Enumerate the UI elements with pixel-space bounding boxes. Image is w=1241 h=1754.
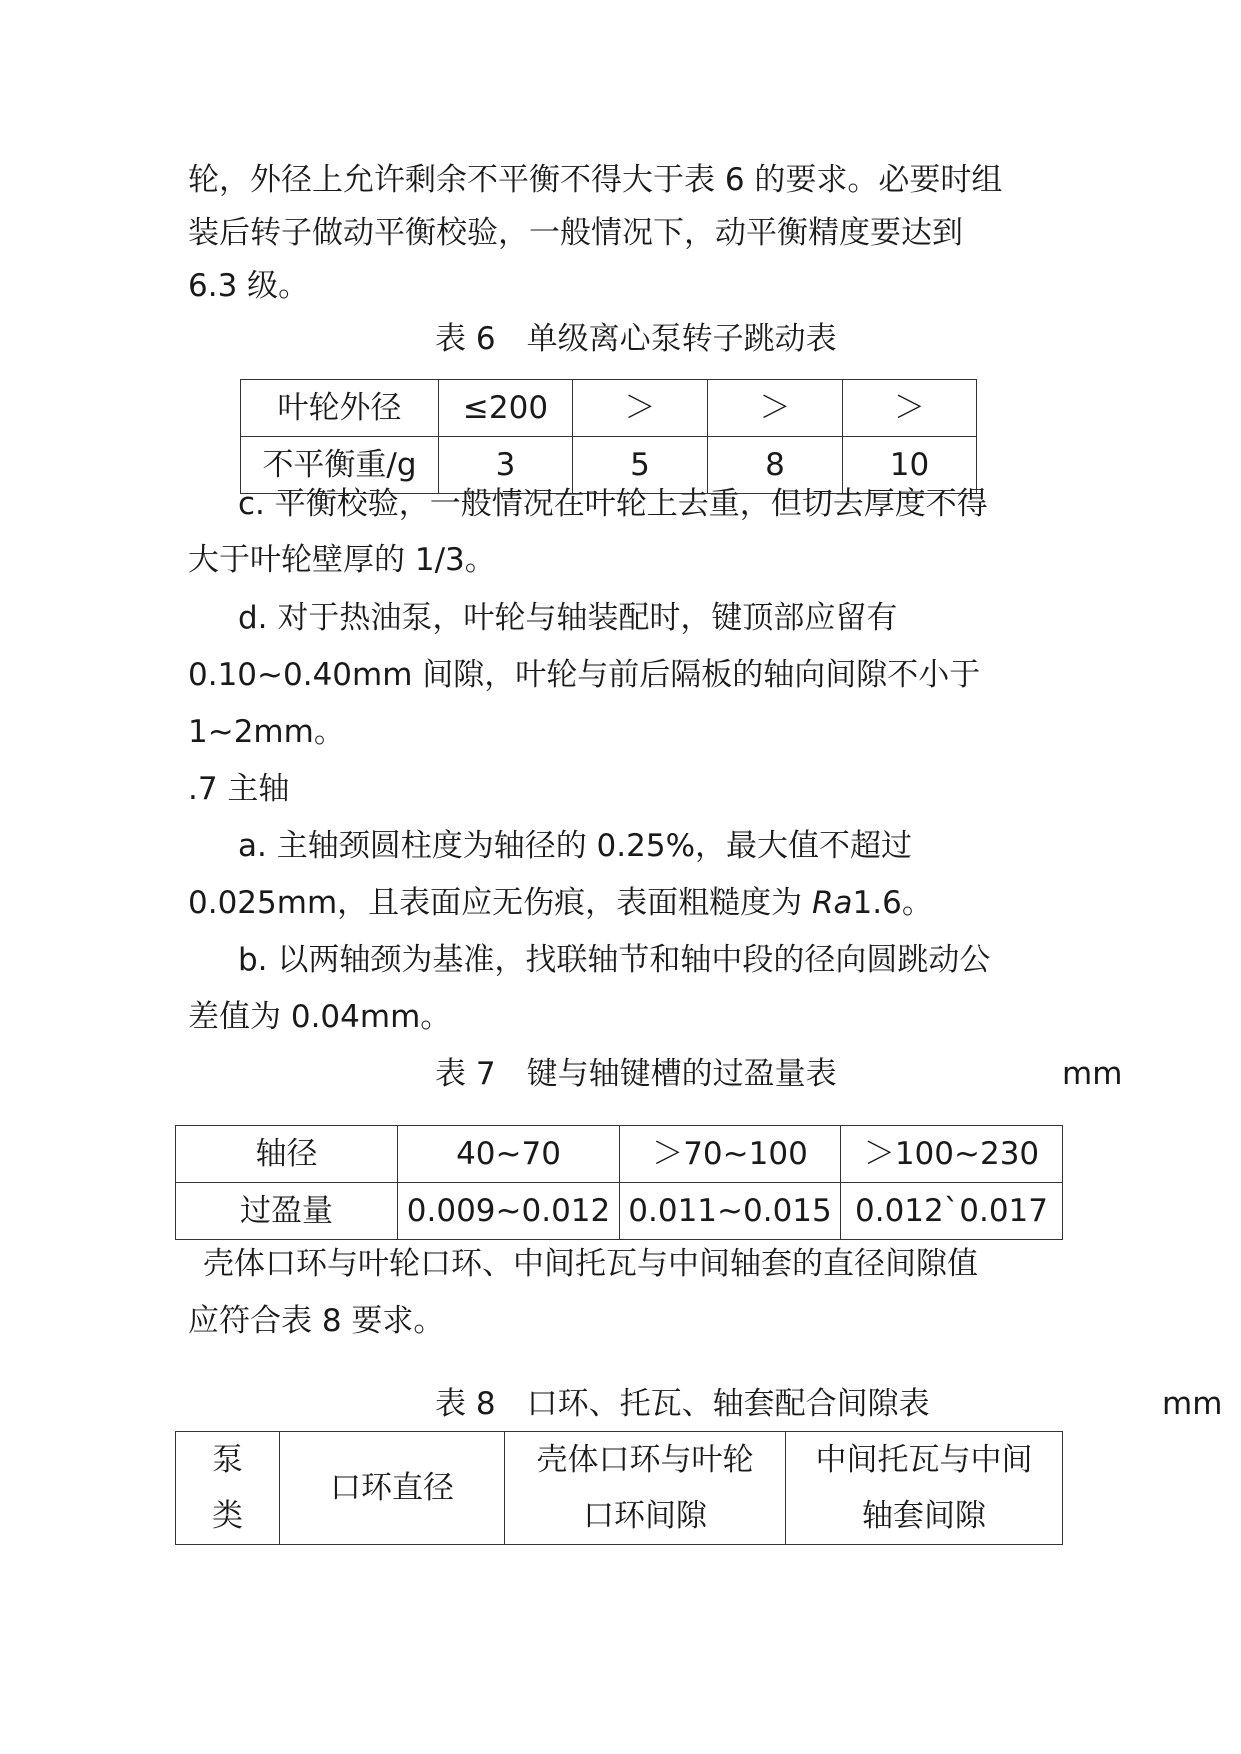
- table7: [175, 1125, 1063, 1240]
- table-row: [176, 1183, 1063, 1240]
- table-cell: 3: [439, 437, 573, 494]
- paragraph-line: b. 以两轴颈为基准，找联轴节和轴中段的径向圆跳动公: [238, 942, 991, 978]
- table-row: [241, 380, 977, 437]
- table7-unit: mm: [1062, 1056, 1123, 1092]
- table-cell: 5: [573, 437, 708, 494]
- table-cell: 不平衡重/g: [241, 437, 439, 494]
- paragraph-line: 轮，外径上允许剩余不平衡不得大于表 6 的要求。必要时组: [188, 162, 1003, 198]
- table8: [175, 1431, 1063, 1545]
- table-cell: ＞: [843, 380, 977, 437]
- paragraph-line: 壳体口环与叶轮口环、中间托瓦与中间轴套的直径间隙值: [203, 1246, 978, 1282]
- paragraph-line: 1~2mm。: [188, 714, 345, 750]
- table-cell: [505, 1432, 786, 1545]
- table-cell: 0.009~0.012: [398, 1183, 620, 1240]
- paragraph-line: 大于叶轮壁厚的 1/3。: [188, 542, 496, 578]
- table-cell: 过盈量: [176, 1183, 398, 1240]
- paragraph-line: d. 对于热油泵，叶轮与轴装配时，键顶部应留有: [238, 600, 898, 636]
- table-row: [176, 1432, 1063, 1545]
- cell-line: 轴套间隙: [862, 1498, 986, 1534]
- table-cell: 轴径: [176, 1126, 398, 1183]
- section-heading: .7 主轴: [188, 771, 290, 807]
- table-cell: 0.011~0.015: [620, 1183, 841, 1240]
- table-cell: [786, 1432, 1063, 1545]
- paragraph-line: 0.10~0.40mm 间隙，叶轮与前后隔板的轴向间隙不小于: [188, 657, 981, 693]
- cell-line: 中间托瓦与中间: [815, 1442, 1033, 1478]
- table-cell: 叶轮外径: [241, 380, 439, 437]
- text-span: 0.025mm，且表面应无伤痕，表面粗糙度为: [188, 885, 812, 921]
- table8-caption: 表 8 口环、托瓦、轴套配合间隙表: [435, 1386, 930, 1422]
- cell-line: 类: [212, 1498, 243, 1534]
- cell-line: 壳体口环与叶轮: [536, 1442, 754, 1478]
- paragraph-line: c. 平衡校验，一般情况在叶轮上去重，但切去厚度不得: [238, 486, 988, 522]
- paragraph-line: 装后转子做动平衡校验，一般情况下，动平衡精度要达到: [188, 215, 963, 251]
- text-span: 1.6。: [852, 885, 933, 921]
- table-cell: 40~70: [398, 1126, 620, 1183]
- cell-line: 口环间隙: [583, 1498, 707, 1534]
- table-cell: ＞70~100: [620, 1126, 841, 1183]
- table-cell: [176, 1432, 280, 1545]
- table6-caption: 表 6 单级离心泵转子跳动表: [435, 321, 837, 357]
- table-cell: ≤200: [439, 380, 573, 437]
- paragraph-line: 6.3 级。: [188, 268, 310, 304]
- table-cell: 10: [843, 437, 977, 494]
- cell-line: 泵: [212, 1442, 243, 1478]
- table-cell: 8: [708, 437, 843, 494]
- paragraph-line: [188, 883, 1068, 923]
- table8-unit: mm: [1162, 1386, 1223, 1422]
- roughness-symbol: Ra: [812, 885, 853, 921]
- table-cell: 口环直径: [280, 1432, 505, 1545]
- table6: [240, 379, 977, 494]
- table-row: [176, 1126, 1063, 1183]
- table-cell: 0.012`0.017: [841, 1183, 1063, 1240]
- paragraph-line: 差值为 0.04mm。: [188, 999, 452, 1035]
- paragraph-line: 应符合表 8 要求。: [188, 1303, 445, 1339]
- table-cell: ＞: [573, 380, 708, 437]
- table-cell: ＞: [708, 380, 843, 437]
- paragraph-line: a. 主轴颈圆柱度为轴径的 0.25%，最大值不超过: [238, 828, 913, 864]
- table7-caption: 表 7 键与轴键槽的过盈量表: [435, 1056, 837, 1092]
- table-cell: ＞100~230: [841, 1126, 1063, 1183]
